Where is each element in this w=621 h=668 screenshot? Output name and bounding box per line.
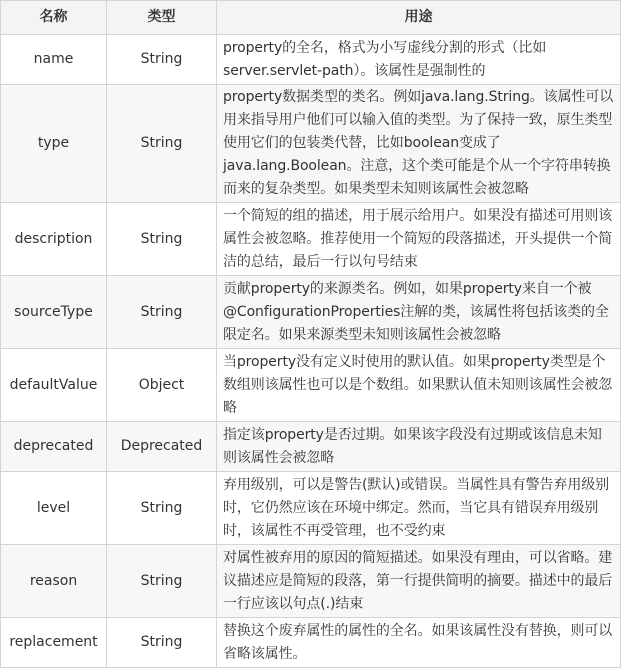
cell-type: String: [107, 203, 217, 276]
table-body: [1, 35, 621, 668]
table-row: [1, 85, 621, 203]
cell-type: Deprecated: [107, 422, 217, 472]
cell-type: String: [107, 85, 217, 203]
cell-desc: 贡献property的来源类名。例如，如果property来自一个被@ConfigurationProperties注解的类，该属性将包括该类的全限定名。如果来源类型未知则该属性会被忽略: [217, 276, 621, 349]
table-row: [1, 618, 621, 668]
cell-name: name: [1, 35, 107, 85]
cell-type: String: [107, 472, 217, 545]
table-row: [1, 276, 621, 349]
cell-desc: 当property没有定义时使用的默认值。如果property类型是个数组则该属性也可以是个数组。如果默认值未知则该属性会被忽略: [217, 349, 621, 422]
cell-type: String: [107, 545, 217, 618]
table-header: [1, 1, 621, 35]
cell-desc: property的全名，格式为小写虚线分割的形式（比如server.servlet-path）。该属性是强制性的: [217, 35, 621, 85]
cell-type: String: [107, 35, 217, 85]
cell-type: Object: [107, 349, 217, 422]
table-row: [1, 472, 621, 545]
table-row: [1, 349, 621, 422]
header-name: 名称: [1, 1, 107, 35]
cell-desc: 对属性被弃用的原因的简短描述。如果没有理由，可以省略。建议描述应是简短的段落，第一行提供简明的摘要。描述中的最后一行应该以句点(.)结束: [217, 545, 621, 618]
table-row: [1, 422, 621, 472]
cell-name: type: [1, 85, 107, 203]
cell-name: level: [1, 472, 107, 545]
cell-name: description: [1, 203, 107, 276]
cell-desc: 指定该property是否过期。如果该字段没有过期或该信息未知则该属性会被忽略: [217, 422, 621, 472]
cell-name: defaultValue: [1, 349, 107, 422]
header-type: 类型: [107, 1, 217, 35]
cell-desc: 弃用级别，可以是警告(默认)或错误。当属性具有警告弃用级别时，它仍然应该在环境中绑定。然而，当它具有错误弃用级别时，该属性不再受管理，也不受约束: [217, 472, 621, 545]
header-row: [1, 1, 621, 35]
cell-type: String: [107, 618, 217, 668]
cell-name: sourceType: [1, 276, 107, 349]
table-row: [1, 35, 621, 85]
cell-name: reason: [1, 545, 107, 618]
cell-desc: property数据类型的类名。例如java.lang.String。该属性可以用来指导用户他们可以输入值的类型。为了保持一致，原生类型使用它们的包装类代替，比如boolean变成了java.lang.Boolean。注意，这个类可能是个从一个字符串转换而来的复杂类型。如果类型未知则该属性会被忽略: [217, 85, 621, 203]
table-row: [1, 545, 621, 618]
table-row: [1, 203, 621, 276]
header-desc: 用途: [217, 1, 621, 35]
cell-desc: 替换这个废弃属性的属性的全名。如果该属性没有替换，则可以省略该属性。: [217, 618, 621, 668]
cell-type: String: [107, 276, 217, 349]
cell-desc: 一个简短的组的描述，用于展示给用户。如果没有描述可用则该属性会被忽略。推荐使用一个简短的段落描述，开头提供一个简洁的总结，最后一行以句号结束: [217, 203, 621, 276]
cell-name: deprecated: [1, 422, 107, 472]
cell-name: replacement: [1, 618, 107, 668]
